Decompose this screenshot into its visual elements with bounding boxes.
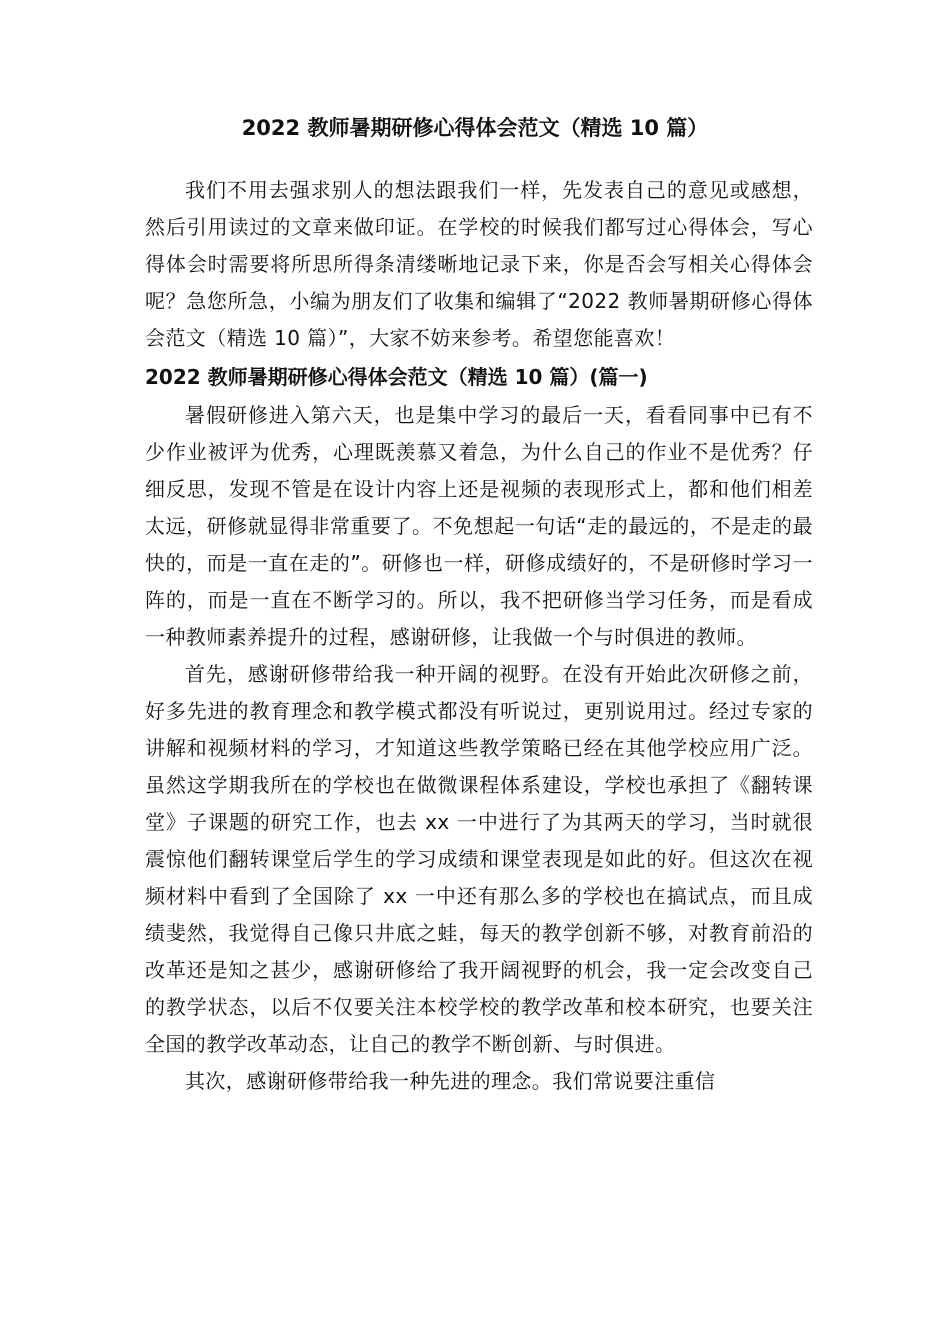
intro-paragraph: 我们不用去强求别人的想法跟我们一样，先发表自己的意见或感想，然后引用读过的文章来做印证。在学校的时候我们都写过心得体会，写心得体会时需要将所思所得条清缕晰地记录下来，你是否会写相关心得体会呢？急您所急，小编为朋友们了收集和编辑了“2022 教师暑期研修心得体会范文（精选 10 篇）”，大家不妨来参考。希望您能喜欢！ xyxy=(145,178,813,350)
body-paragraph: 暑假研修进入第六天，也是集中学习的最后一天，看看同事中已有不少作业被评为优秀，心理既羡慕又着急，为什么自己的作业不是优秀？仔细反思，发现不管是在设计内容上还是视频的表现形式上，都和他们相差太远，研修就显得非常重要了。不免想起一句话“走的最远的，不是走的最快的，而是一直在走的”。研修也一样，研修成绩好的，不是研修时学习一阵的，而是一直在不断学习的。所以，我不把研修当学习任务，而是看成一种教师素养提升的过程，感谢研修，让我做一个与时俱进的教师。 xyxy=(145,403,813,649)
document-body xyxy=(145,172,813,1100)
body-paragraph: 首先，感谢研修带给我一种开阔的视野。在没有开始此次研修之前，好多先进的教育理念和教学模式都没有听说过，更别说用过。经过专家的讲解和视频材料的学习，才知道这些教学策略已经在其他学校应用广泛。虽然这学期我所在的学校也在做微课程体系建设，学校也承担了《翻转课堂》子课题的研究工作，也去 xx 一中进行了为其两天的学习，当时就很震惊他们翻转课堂后学生的学习成绩和课堂表现是如此的好。但这次在视频材料中看到了全国除了 xx 一中还有那么多的学校也在搞试点，而且成绩斐然，我觉得自己像只井底之蛙，每天的教学创新不够，对教育前沿的改革还是知之甚少，感谢研修给了我开阔视野的机会，我一定会改变自己的教学状态，以后不仅要关注本校学校的教学改革和校本研究，也要关注全国的教学改革动态，让自己的教学不断创新、与时俱进。 xyxy=(145,662,813,1056)
body-paragraph: 其次，感谢研修带给我一种先进的理念。我们常说要注重信 xyxy=(185,1069,716,1093)
document-title: 2022 教师暑期研修心得体会范文（精选 10 篇） xyxy=(241,116,709,140)
section-heading: 2022 教师暑期研修心得体会范文（精选 10 篇）(篇一) xyxy=(145,365,648,389)
